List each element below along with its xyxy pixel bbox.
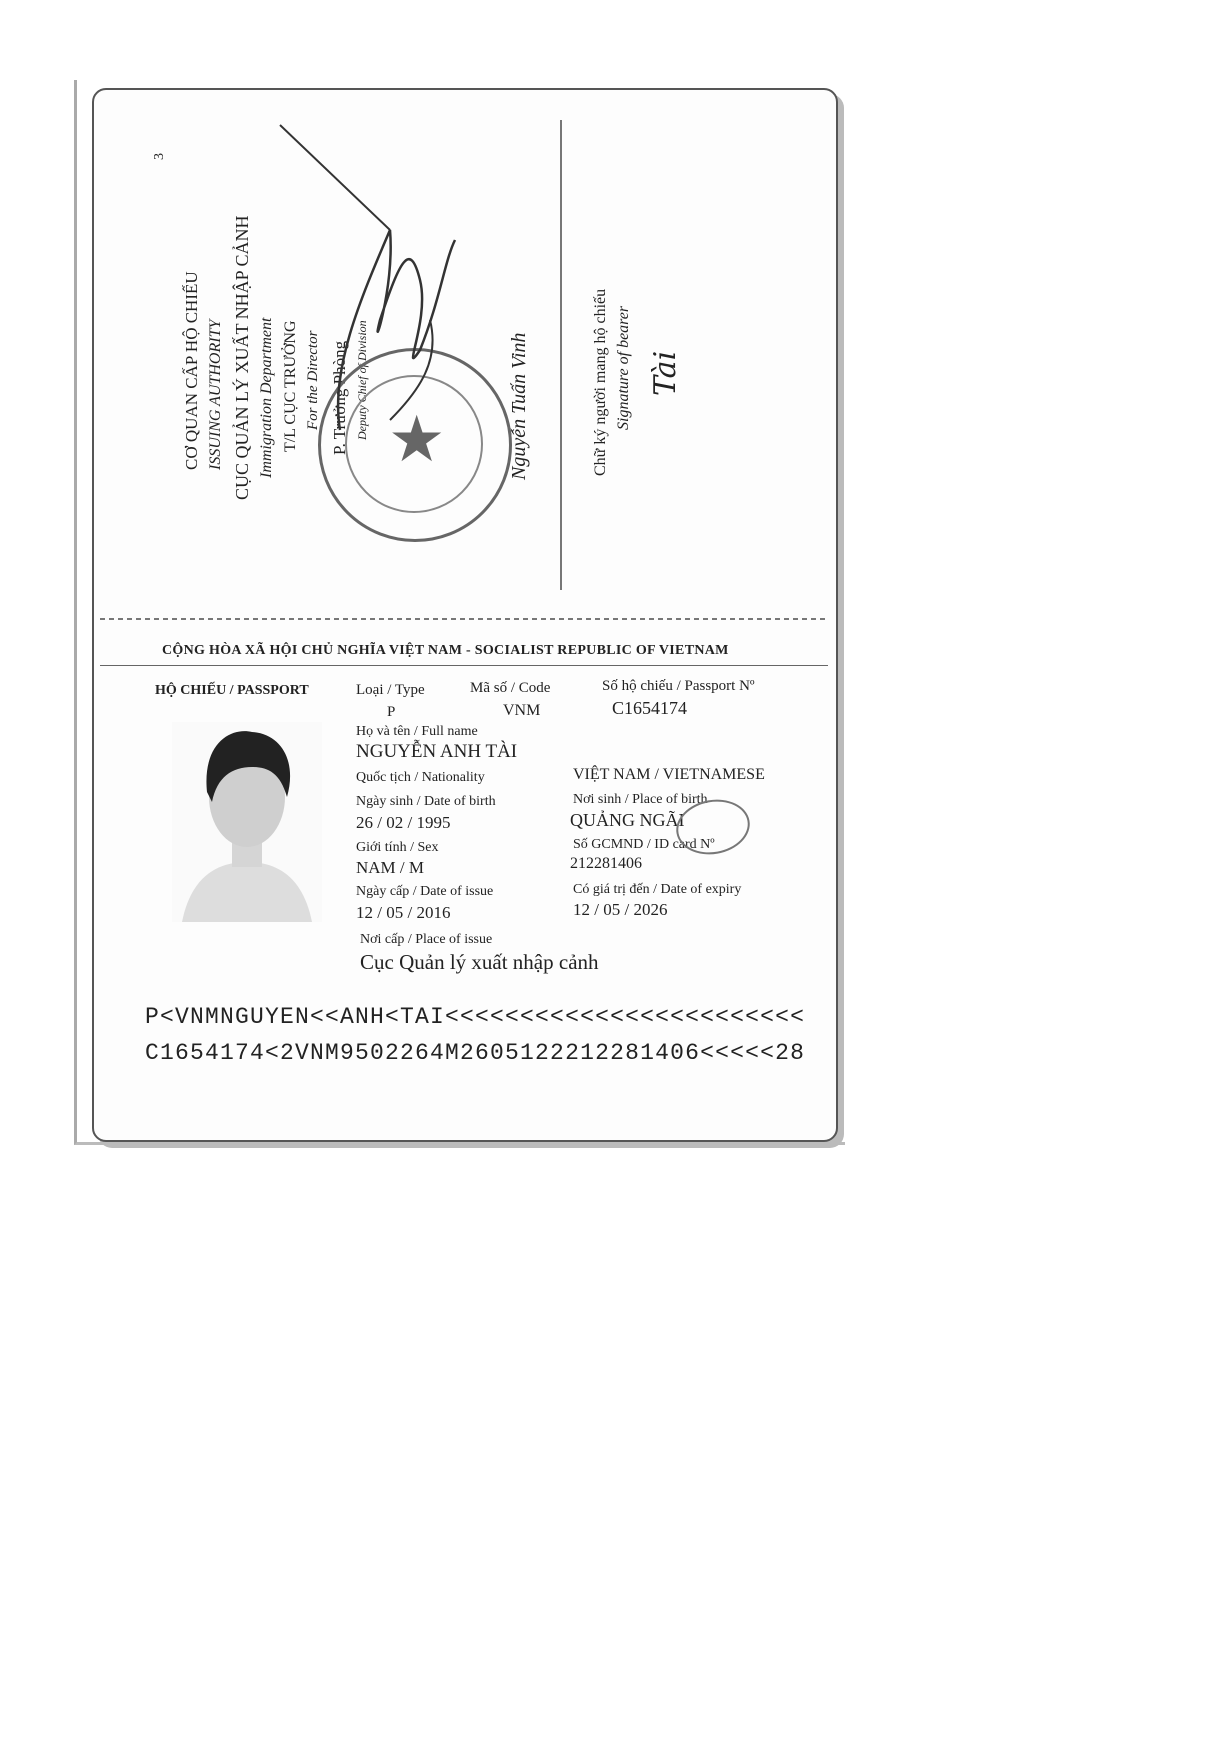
pob-value: QUẢNG NGÃI bbox=[570, 810, 685, 830]
passport-no-label: Số hộ chiếu / Passport Nº bbox=[602, 678, 755, 694]
page-fold bbox=[100, 618, 828, 620]
passport-no-value: C1654174 bbox=[612, 698, 688, 718]
authority-signature bbox=[270, 120, 470, 450]
director-vi: T/L CỤC TRƯỞNG bbox=[282, 320, 299, 452]
name-label: Họ và tên / Full name bbox=[356, 724, 478, 739]
sex-value: NAM / M bbox=[356, 858, 425, 877]
country-header: CỘNG HÒA XÃ HỘI CHỦ NGHĨA VIỆT NAM - SOCIALIST REPUBLIC OF VIETNAM bbox=[162, 643, 729, 658]
deputy-chief-en: Deputy Chief of Division bbox=[355, 320, 369, 440]
director-en: For the Director bbox=[305, 330, 321, 430]
place-of-issue-value: Cục Quản lý xuất nhập cảnh bbox=[360, 950, 599, 974]
issuing-authority-vi: CƠ QUAN CẤP HỘ CHIẾU bbox=[182, 271, 201, 470]
bearer-photo bbox=[172, 722, 322, 922]
dob-value: 26 / 02 / 1995 bbox=[356, 813, 451, 832]
nationality-label: Quốc tịch / Nationality bbox=[356, 770, 485, 785]
id-card-value: 212281406 bbox=[570, 855, 642, 872]
name-value: NGUYỄN ANH TÀI bbox=[356, 741, 518, 762]
nationality-value: VIỆT NAM / VIETNAMESE bbox=[573, 766, 765, 783]
doc-title: HỘ CHIẾU / PASSPORT bbox=[155, 683, 309, 698]
header-rule bbox=[100, 665, 828, 666]
place-of-issue-label: Nơi cấp / Place of issue bbox=[360, 932, 493, 947]
code-label: Mã số / Code bbox=[470, 680, 551, 696]
expiry-date-value: 12 / 05 / 2026 bbox=[573, 900, 668, 919]
mrz-line-2: C1654174<2VNM9502264M2605122212281406<<<<<28 bbox=[145, 1040, 806, 1066]
type-label: Loại / Type bbox=[356, 682, 425, 698]
signer-name: Nguyễn Tuấn Vinh bbox=[508, 332, 530, 480]
expiry-date-label: Có giá trị đến / Date of expiry bbox=[573, 882, 742, 897]
sex-label: Giới tính / Sex bbox=[356, 840, 439, 855]
bearer-signature-label-vi: Chữ ký người mang hộ chiếu bbox=[592, 288, 609, 476]
bearer-signature: Tài bbox=[648, 350, 683, 396]
immigration-dept-vi: CỤC QUẢN LÝ XUẤT NHẬP CẢNH bbox=[232, 215, 252, 500]
mrz-line-1: P<VNMNGUYEN<<ANH<TAI<<<<<<<<<<<<<<<<<<<<<<<< bbox=[145, 1004, 806, 1030]
issue-date-label: Ngày cấp / Date of issue bbox=[356, 884, 494, 899]
panel-divider bbox=[560, 120, 562, 590]
type-value: P bbox=[387, 704, 396, 720]
bearer-signature-label-en: Signature of bearer bbox=[615, 305, 632, 430]
issuing-authority-en: ISSUING AUTHORITY bbox=[207, 319, 224, 470]
id-card-label: Số GCMND / ID card Nº bbox=[573, 837, 715, 852]
issue-date-value: 12 / 05 / 2016 bbox=[356, 903, 451, 922]
immigration-dept-en: Immigration Department bbox=[258, 317, 275, 478]
deputy-chief-vi: P. Trưởng Phòng bbox=[330, 340, 349, 455]
pob-label: Nơi sinh / Place of birth bbox=[573, 792, 708, 807]
page-number: 3 bbox=[152, 153, 167, 160]
seal-star-icon: ★ bbox=[388, 404, 446, 475]
dob-label: Ngày sinh / Date of birth bbox=[356, 794, 496, 809]
code-value: VNM bbox=[503, 702, 541, 719]
